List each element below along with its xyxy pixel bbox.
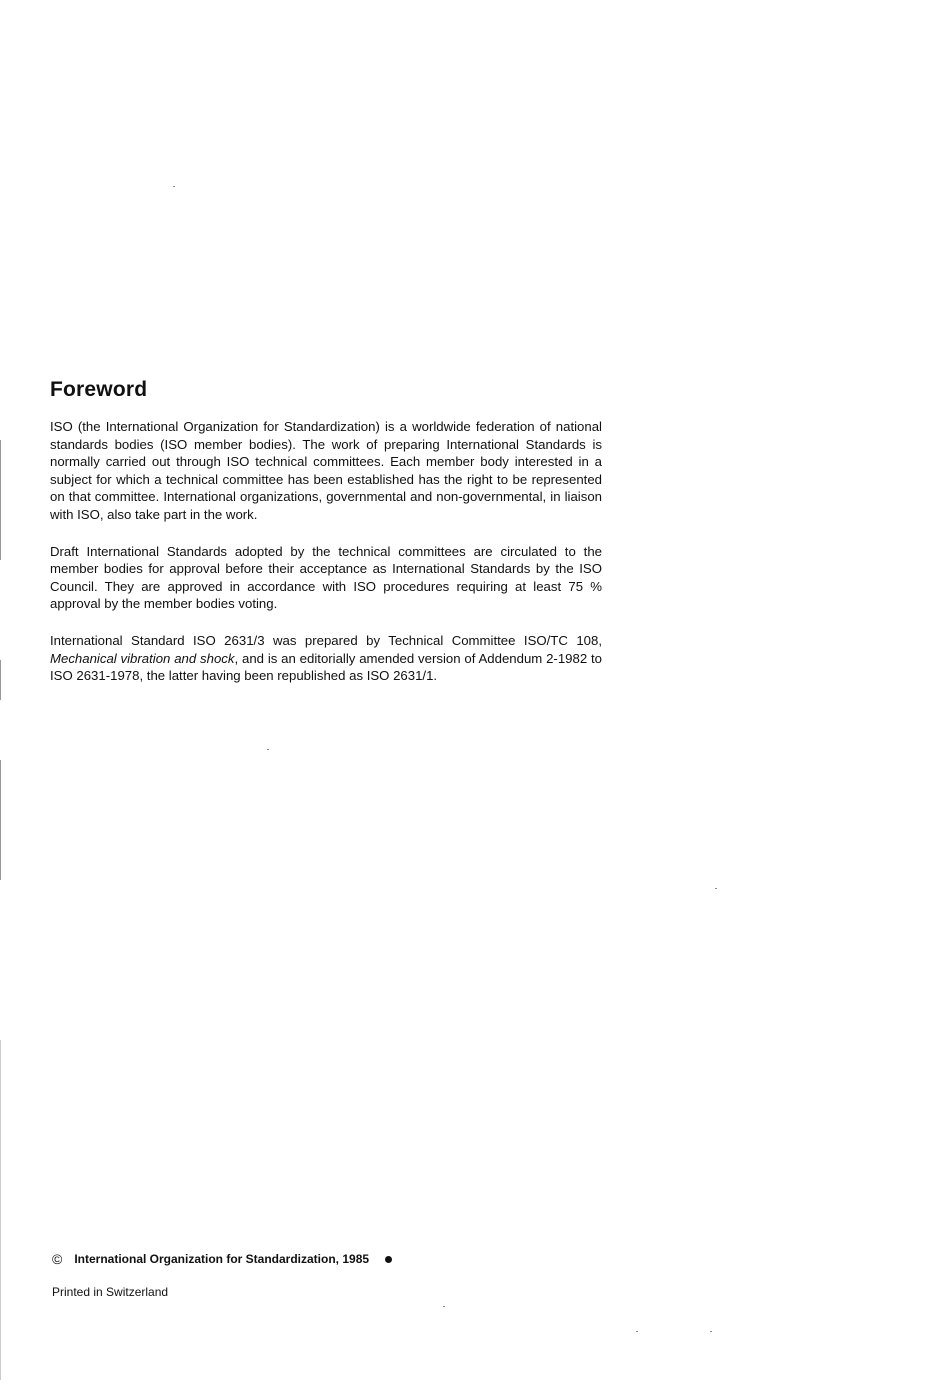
scan-speck xyxy=(173,186,175,187)
bullet-icon xyxy=(385,1256,392,1263)
scan-edge-mark xyxy=(0,660,1,700)
copyright-icon: © xyxy=(52,1251,63,1267)
page-footer xyxy=(52,1251,572,1299)
scan-speck xyxy=(715,888,717,889)
scan-edge-mark xyxy=(0,440,1,560)
scan-edge-mark xyxy=(0,760,1,880)
foreword-section xyxy=(50,378,602,704)
paragraph-3-text-end: , and is an editorially amended version of Addendum 2-1982 to ISO 2631-1978, the latter having been republished as ISO 2631/1. xyxy=(50,650,602,684)
foreword-paragraph-3 xyxy=(50,632,602,685)
copyright-text: International Organization for Standardization, 1985 xyxy=(74,1252,370,1266)
scan-speck xyxy=(636,1331,638,1332)
printed-location: Printed in Switzerland xyxy=(52,1285,169,1299)
scan-speck xyxy=(267,749,269,750)
foreword-paragraph-2: Draft International Standards adopted by the technical committees are circulated to the member bodies for approval before their acceptance as International Standards by the ISO Council. They are approved in accordance with ISO procedures requiring at least 75 % approval by the member bodies voting. xyxy=(50,543,602,612)
foreword-title: Foreword xyxy=(50,378,148,401)
scan-speck xyxy=(710,1331,712,1332)
paragraph-3-text-start: International Standard ISO 2631/3 was prepared by Technical Committee ISO/TC 108, xyxy=(50,632,602,648)
committee-title: Mechanical vibration and shock xyxy=(50,650,235,666)
scan-speck xyxy=(443,1306,445,1307)
copyright-line xyxy=(52,1251,572,1267)
foreword-paragraph-1: ISO (the International Organization for Standardization) is a worldwide federation of national standards bodies (ISO member bodies). The work of preparing International Standards is normally carried out through ISO technical committees. Each member body interested in a subject for which a technical committee has been established has the right to be represented on that committee. International organizations, governmental and non-governmental, in liaison with ISO, also take part in the work. xyxy=(50,419,602,522)
scan-edge-mark xyxy=(0,1040,1,1380)
